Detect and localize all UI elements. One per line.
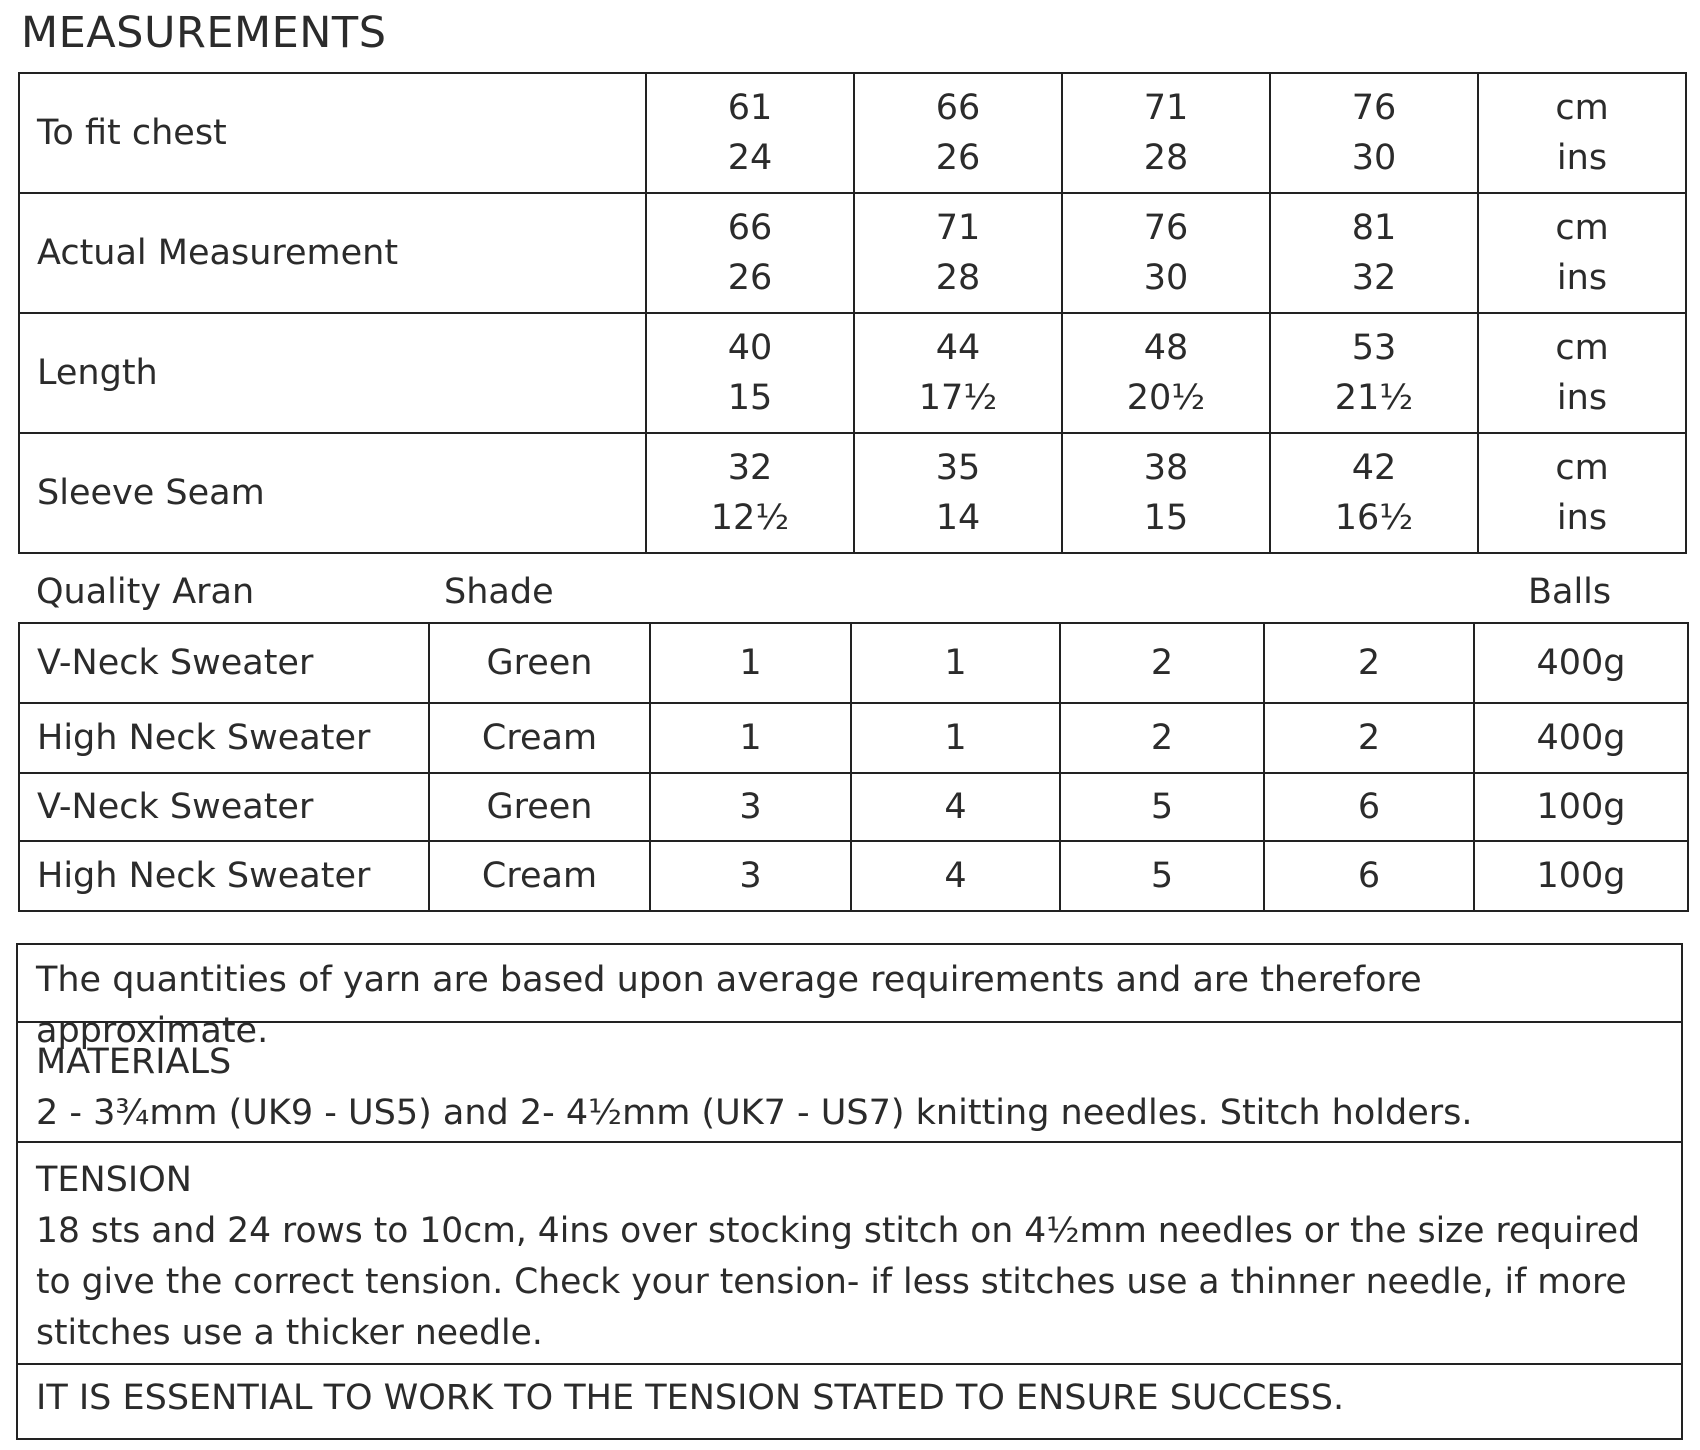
ins-value: 26 bbox=[935, 138, 981, 178]
row-label: Actual Measurement bbox=[19, 193, 646, 313]
ins-value: 28 bbox=[1143, 138, 1189, 178]
yarn-header bbox=[20, 565, 1687, 620]
cm-value: 66 bbox=[727, 208, 773, 248]
ins-value: 30 bbox=[1351, 138, 1397, 178]
table-row bbox=[19, 433, 1686, 553]
balls-cell: 2 bbox=[1264, 623, 1474, 703]
cm-value: 61 bbox=[727, 88, 773, 128]
cm-value: 48 bbox=[1143, 328, 1189, 368]
table-row bbox=[19, 623, 1688, 703]
balls-cell: 1 bbox=[851, 623, 1060, 703]
unit-ins: ins bbox=[1556, 498, 1608, 538]
ins-value: 32 bbox=[1351, 258, 1397, 298]
unit-ins: ins bbox=[1556, 378, 1608, 418]
shade-label: Shade bbox=[444, 572, 554, 612]
ins-value: 15 bbox=[1143, 498, 1189, 538]
shade-cell: Green bbox=[429, 773, 650, 841]
balls-cell: 3 bbox=[650, 773, 851, 841]
notes-box bbox=[16, 943, 1683, 1440]
weight-cell: 400g bbox=[1474, 703, 1688, 773]
garment-label: High Neck Sweater bbox=[19, 841, 429, 911]
size-value-cell bbox=[646, 193, 854, 313]
balls-cell: 6 bbox=[1264, 773, 1474, 841]
table-row bbox=[19, 73, 1686, 193]
table-row bbox=[19, 703, 1688, 773]
ins-value: 30 bbox=[1143, 258, 1189, 298]
weight-cell: 100g bbox=[1474, 841, 1688, 911]
weight-cell: 100g bbox=[1474, 773, 1688, 841]
ins-value: 28 bbox=[935, 258, 981, 298]
row-label: To fit chest bbox=[19, 73, 646, 193]
materials-heading: MATERIALS bbox=[36, 1042, 232, 1082]
balls-cell: 3 bbox=[650, 841, 851, 911]
ins-value: 17½ bbox=[918, 378, 998, 418]
size-value-cell bbox=[646, 73, 854, 193]
cm-value: 32 bbox=[727, 448, 773, 488]
cm-value: 38 bbox=[1143, 448, 1189, 488]
size-value-cell bbox=[1270, 433, 1478, 553]
size-value-cell bbox=[1270, 313, 1478, 433]
table-row bbox=[19, 841, 1688, 911]
cm-value: 71 bbox=[1143, 88, 1189, 128]
unit-ins: ins bbox=[1556, 138, 1608, 178]
unit-cm: cm bbox=[1555, 328, 1609, 368]
size-value-cell bbox=[1062, 73, 1270, 193]
unit-cell bbox=[1478, 193, 1686, 313]
quality-label: Quality Aran bbox=[36, 572, 255, 612]
shade-cell: Cream bbox=[429, 703, 650, 773]
garment-label: V-Neck Sweater bbox=[19, 773, 429, 841]
tension-heading: TENSION bbox=[36, 1160, 192, 1200]
yarn-table bbox=[18, 622, 1689, 912]
ins-value: 21½ bbox=[1334, 378, 1414, 418]
cm-value: 76 bbox=[1143, 208, 1189, 248]
measurements-table bbox=[18, 72, 1687, 554]
ins-value: 16½ bbox=[1334, 498, 1414, 538]
garment-label: V-Neck Sweater bbox=[19, 623, 429, 703]
quantities-text: The quantities of yarn are based upon average requirements and are therefore approximate. bbox=[36, 960, 1422, 1051]
ins-value: 15 bbox=[727, 378, 773, 418]
balls-cell: 1 bbox=[650, 623, 851, 703]
garment-label: High Neck Sweater bbox=[19, 703, 429, 773]
size-value-cell bbox=[1270, 73, 1478, 193]
cm-value: 40 bbox=[727, 328, 773, 368]
ins-value: 20½ bbox=[1126, 378, 1206, 418]
balls-cell: 4 bbox=[851, 773, 1060, 841]
ins-value: 26 bbox=[727, 258, 773, 298]
size-value-cell bbox=[1062, 193, 1270, 313]
materials-text: 2 - 3¾mm (UK9 - US5) and 2- 4½mm (UK7 - US7) knitting needles. Stitch holders. bbox=[36, 1093, 1473, 1133]
cm-value: 81 bbox=[1351, 208, 1397, 248]
balls-cell: 2 bbox=[1060, 703, 1264, 773]
balls-cell: 1 bbox=[650, 703, 851, 773]
size-value-cell bbox=[854, 193, 1062, 313]
ins-value: 14 bbox=[935, 498, 981, 538]
balls-label: Balls bbox=[1528, 572, 1612, 612]
cm-value: 76 bbox=[1351, 88, 1397, 128]
balls-cell: 1 bbox=[851, 703, 1060, 773]
size-value-cell bbox=[854, 73, 1062, 193]
cm-value: 71 bbox=[935, 208, 981, 248]
unit-cell bbox=[1478, 73, 1686, 193]
balls-cell: 4 bbox=[851, 841, 1060, 911]
row-label: Sleeve Seam bbox=[19, 433, 646, 553]
unit-cm: cm bbox=[1555, 208, 1609, 248]
size-value-cell bbox=[1062, 433, 1270, 553]
cm-value: 44 bbox=[935, 328, 981, 368]
shade-cell: Cream bbox=[429, 841, 650, 911]
balls-cell: 5 bbox=[1060, 773, 1264, 841]
table-row bbox=[19, 313, 1686, 433]
quantities-note bbox=[18, 945, 1681, 1051]
table-row bbox=[19, 193, 1686, 313]
size-value-cell bbox=[1270, 193, 1478, 313]
size-value-cell bbox=[854, 433, 1062, 553]
balls-cell: 2 bbox=[1060, 623, 1264, 703]
ins-value: 24 bbox=[727, 138, 773, 178]
page-title: MEASUREMENTS bbox=[21, 8, 387, 58]
size-value-cell bbox=[1062, 313, 1270, 433]
balls-cell: 5 bbox=[1060, 841, 1264, 911]
row-label: Length bbox=[19, 313, 646, 433]
cm-value: 66 bbox=[935, 88, 981, 128]
cm-value: 42 bbox=[1351, 448, 1397, 488]
size-value-cell bbox=[854, 313, 1062, 433]
size-value-cell bbox=[646, 313, 854, 433]
size-value-cell bbox=[646, 433, 854, 553]
cm-value: 53 bbox=[1351, 328, 1397, 368]
table-row bbox=[19, 773, 1688, 841]
shade-cell: Green bbox=[429, 623, 650, 703]
cm-value: 35 bbox=[935, 448, 981, 488]
balls-cell: 2 bbox=[1264, 703, 1474, 773]
weight-cell: 400g bbox=[1474, 623, 1688, 703]
unit-cell bbox=[1478, 313, 1686, 433]
tension-section bbox=[18, 1143, 1681, 1365]
tension-text: 18 sts and 24 rows to 10cm, 4ins over stocking stitch on 4½mm needles or the size required to give the correct tension. Check your tension- if less stitches use a thinner needle, if more stitches use a thicker needle. bbox=[36, 1211, 1641, 1353]
unit-cm: cm bbox=[1555, 88, 1609, 128]
unit-ins: ins bbox=[1556, 258, 1608, 298]
warning-text: IT IS ESSENTIAL TO WORK TO THE TENSION STATED TO ENSURE SUCCESS. bbox=[36, 1378, 1345, 1418]
tension-warning bbox=[18, 1365, 1681, 1438]
unit-cm: cm bbox=[1555, 448, 1609, 488]
ins-value: 12½ bbox=[710, 498, 790, 538]
unit-cell bbox=[1478, 433, 1686, 553]
balls-cell: 6 bbox=[1264, 841, 1474, 911]
